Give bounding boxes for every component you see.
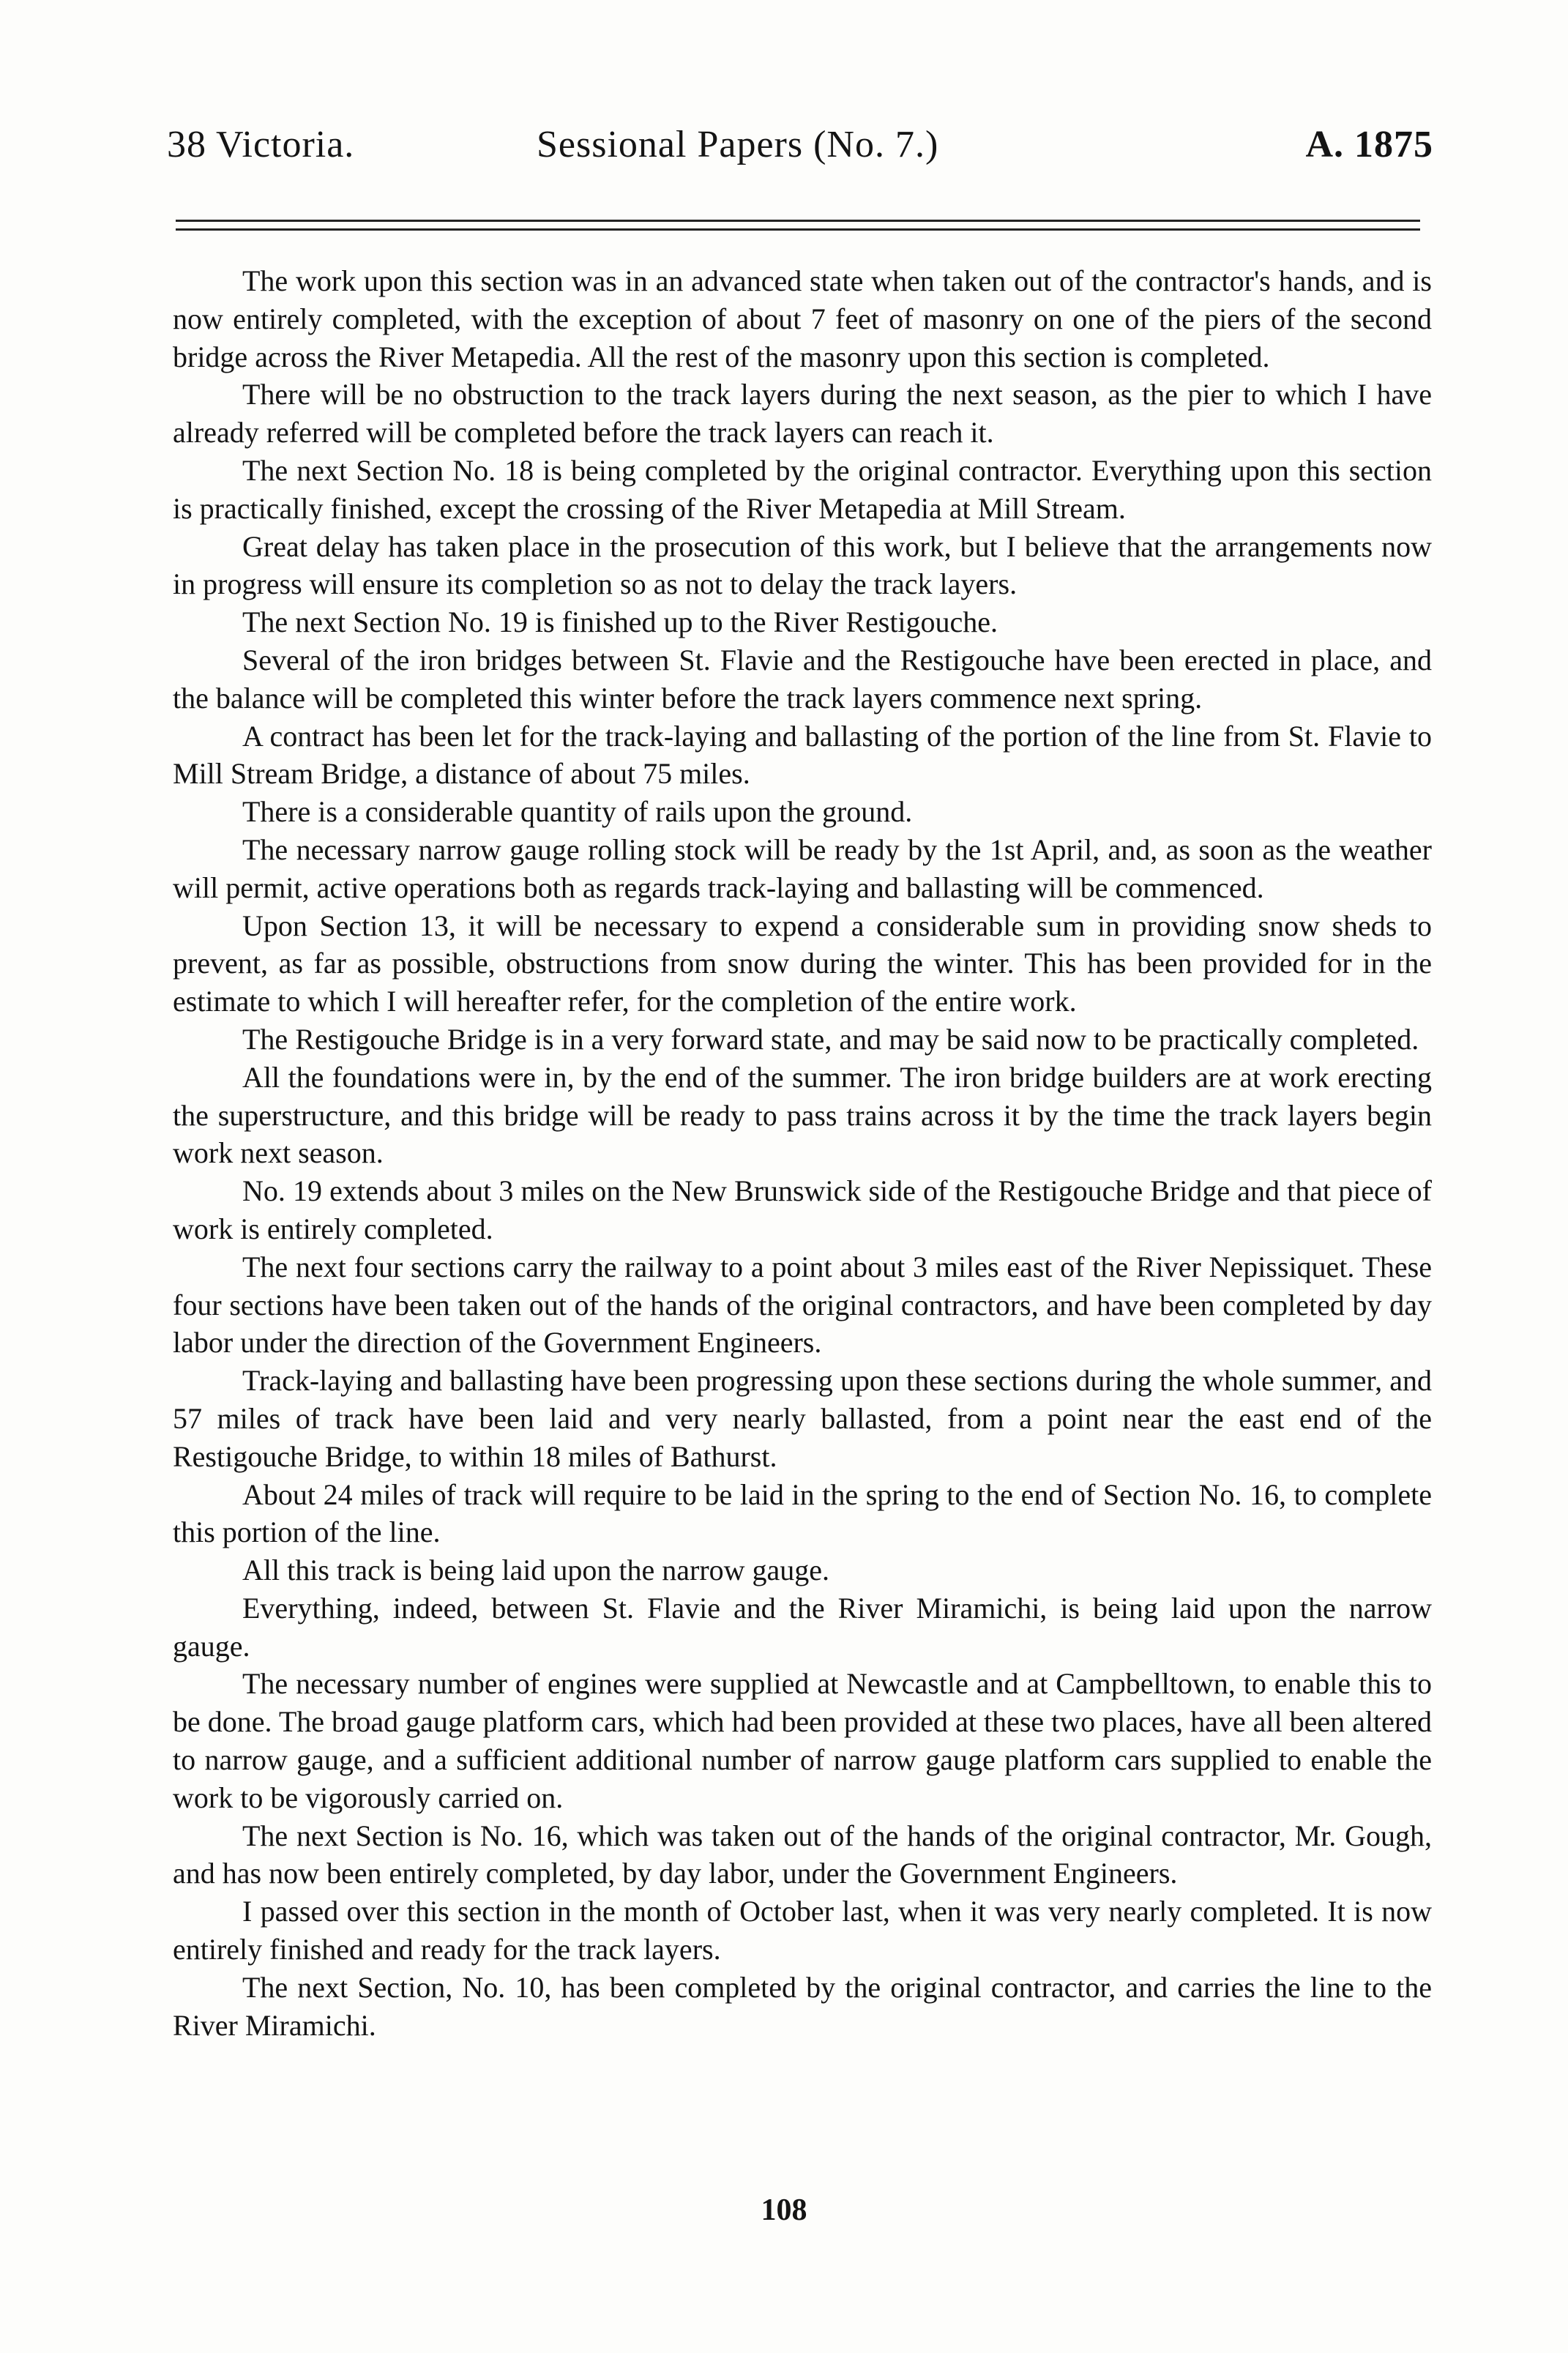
paragraph: The next Section No. 18 is being completed by the original contractor. Everything upon this section is practically finished, except the crossing of the River Metapedia at Mill Stream. xyxy=(173,453,1432,525)
paragraph: Upon Section 13, it will be necessary to expend a considerable sum in providing snow sheds to prevent, as far as possible, obstructions from snow during the winter. This has been provided for in the estimate to which I will hereafter refer, for the completion of the entire work. xyxy=(173,909,1432,1018)
paragraph: There is a considerable quantity of rails upon the ground. xyxy=(242,795,913,829)
paragraph: The next Section, No. 10, has been completed by the original contractor, and carries the line to the River Miramichi. xyxy=(173,1970,1432,2042)
paragraph: The next four sections carry the railway to a point about 3 miles east of the River Nepissiquet. These four sections have been taken out of the hands of the original contractors, and have been completed by day labor under the direction of the Government Engineers. xyxy=(173,1250,1432,1360)
paragraph: I passed over this section in the month of October last, when it was very nearly completed. It is now entirely finished and ready for the track layers. xyxy=(173,1895,1432,1966)
paragraph: The work upon this section was in an advanced state when taken out of the contractor's hands, and is now entirely completed, with the exception of about 7 feet of masonry on one of the piers of the second bridge across the River Metapedia. All the rest of the masonry upon this section is completed. xyxy=(173,264,1432,373)
running-header xyxy=(167,123,1433,182)
header-title: Sessional Papers (No. 7.) xyxy=(537,124,939,165)
paragraph: A contract has been let for the track-laying and ballasting of the portion of the line from St. Flavie to Mill Stream Bridge, a distance of about 75 miles. xyxy=(173,719,1432,791)
paragraph: About 24 miles of track will require to be laid in the spring to the end of Section No. 16, to complete this portion of the line. xyxy=(173,1477,1432,1549)
paragraph: The Restigouche Bridge is in a very forward state, and may be said now to be practically completed. xyxy=(242,1022,1419,1056)
paragraph: No. 19 extends about 3 miles on the New Brunswick side of the Restigouche Bridge and that piece of work is entirely completed. xyxy=(173,1174,1432,1245)
paragraph: The next Section No. 19 is finished up to the River Restigouche. xyxy=(242,605,998,639)
paragraph: Track-laying and ballasting have been progressing upon these sections during the whole summer, and 57 miles of track have been laid and very nearly ballasted, from a point near the east end of the Restigouche Bridge, to within 18 miles of Bathurst. xyxy=(173,1364,1432,1473)
paragraph: Great delay has taken place in the prosecution of this work, but I believe that the arrangements now in progress will ensure its completion so as not to delay the track layers. xyxy=(173,529,1432,601)
paragraph: Several of the iron bridges between St. Flavie and the Restigouche have been erected in place, and the balance will be completed this winter before the track layers commence next spring. xyxy=(173,643,1432,715)
paragraph: All this track is being laid upon the narrow gauge. xyxy=(242,1554,830,1587)
header-rule-top xyxy=(176,220,1420,222)
header-year: A. 1875 xyxy=(1305,124,1433,165)
paragraph: Everything, indeed, between St. Flavie and the River Miramichi, is being laid upon the narrow gauge. xyxy=(173,1591,1432,1663)
body-text xyxy=(173,262,1432,2044)
paragraph: There will be no obstruction to the track layers during the next season, as the pier to which I have already referred will be completed before the track layers can reach it. xyxy=(173,378,1432,450)
header-session: 38 Victoria. xyxy=(167,124,355,165)
page-number: 108 xyxy=(761,2193,807,2227)
paragraph: The necessary narrow gauge rolling stock will be ready by the 1st April, and, as soon as the weather will permit, active operations both as regards track-laying and ballasting will be commenced. xyxy=(173,832,1432,904)
paragraph: The next Section is No. 16, which was taken out of the hands of the original contractor, Mr. Gough, and has now been entirely completed, by day labor, under the Government Engineers. xyxy=(173,1819,1432,1890)
paragraph: The necessary number of engines were supplied at Newcastle and at Campbelltown, to enable this to be done. The broad gauge platform cars, which had been provided at these two places, have all been altered to narrow gauge, and a sufficient additional number of narrow gauge platform cars supplied to enable the work to be vigorously carried on. xyxy=(173,1667,1432,1814)
header-rule-bottom xyxy=(176,228,1420,231)
paragraph: All the foundations were in, by the end of the summer. The iron bridge builders are at work erecting the superstructure, and this bridge will be ready to pass trains across it by the time the track layers begin work next season. xyxy=(173,1060,1432,1170)
